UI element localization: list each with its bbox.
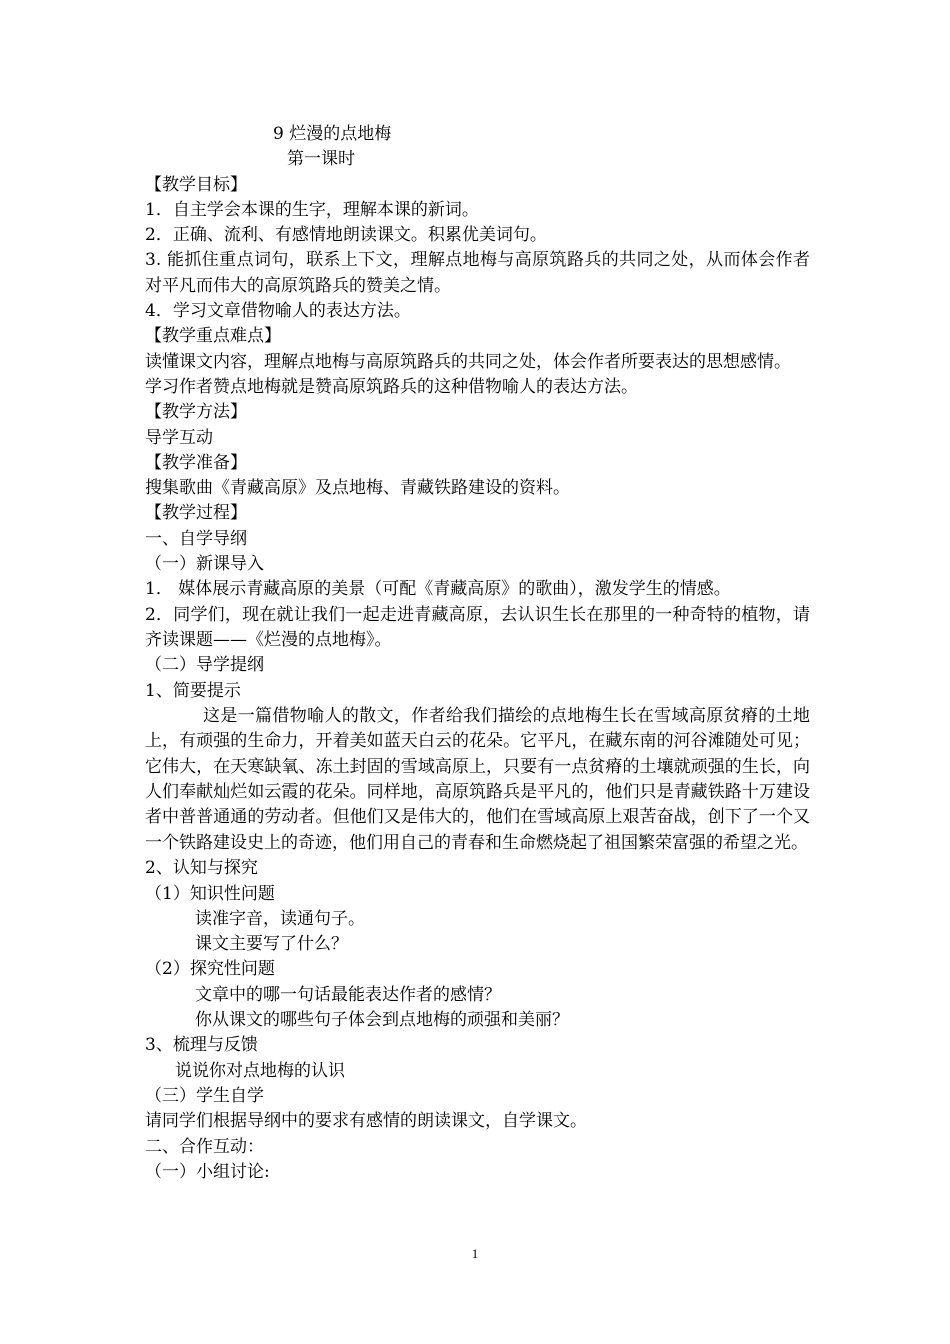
question-item: 你从课文的哪些句子体会到点地梅的顽强和美丽？ <box>195 1010 569 1031</box>
goal-item: 2．正确、流利、有感情地朗读课文。积累优美词句。 <box>145 225 547 246</box>
method-text: 导学互动 <box>145 427 213 448</box>
goal-item: 4．学习文章借物喻人的表达方法。 <box>145 301 411 322</box>
heading-preparation: 【教学准备】 <box>145 452 247 473</box>
section-heading: 二、合作互动： <box>145 1136 264 1157</box>
goal-item: 3. 能抓住重点词句，联系上下文，理解点地梅与高原筑路兵的共同之处，从而体会作者对平凡而伟大的高原筑路兵的赞美之情。 <box>145 250 810 296</box>
goal-item: 1．自主学会本课的生字，理解本课的新词。 <box>145 199 479 220</box>
document-body <box>145 122 810 1185</box>
key-point: 学习作者赞点地梅就是赞高原筑路兵的这种借物喻人的表达方法。 <box>145 376 638 397</box>
question-item: 课文主要写了什么？ <box>195 934 348 955</box>
preparation-text: 搜集歌曲《青藏高原》及点地梅、青藏铁路建设的资料。 <box>145 478 570 499</box>
intro-item: 1． 媒体展示青藏高原的美景（可配《青藏高原》的歌曲），激发学生的情感。 <box>145 579 731 600</box>
subsection-heading: （一）新课导入 <box>145 554 264 575</box>
self-study-text: 请同学们根据导纲中的要求有感情的朗读课文，自学课文。 <box>145 1111 587 1132</box>
intro-item: 2．同学们，现在就让我们一起走进青藏高原，去认识生长在那里的一种奇特的植物，请齐读课题——《烂漫的点地梅》。 <box>145 604 810 650</box>
question-item: 文章中的哪一句话最能表达作者的感情？ <box>195 984 501 1005</box>
review-item: 说说你对点地梅的认识 <box>175 1060 345 1081</box>
lesson-title: 9 烂漫的点地梅 <box>273 124 392 144</box>
subsection-heading: （二）导学提纲 <box>145 655 264 676</box>
summary-paragraph: 这是一篇借物喻人的散文，作者给我们描绘的点地梅生长在雪域高原贫瘠的土地上，有顽强的生命力，开着美如蓝天白云的花朵。它平凡，在藏东南的河谷滩随处可见；它伟大，在天寒缺氧、冻土封固的雪域高原上，只要有一点贫瘠的土壤就顽强的生长，向人们奉献灿烂如云霞的花朵。同样地，高原筑路兵是平凡的，他们只是青藏铁路十万建设者中普普通通的劳动者。但他们又是伟大的，他们在雪域高原上艰苦奋战，创下了一个又一个铁路建设史上的奇迹，他们用自己的青春和生命燃烧起了祖国繁荣富强的希望之光。 <box>145 705 810 853</box>
section-heading: 一、自学导纲 <box>145 528 247 549</box>
lesson-subtitle: 第一课时 <box>287 149 355 170</box>
question-group-heading: （2）探究性问题 <box>145 959 275 980</box>
heading-goals: 【教学目标】 <box>145 174 247 195</box>
question-item: 读准字音，读通句子。 <box>195 908 365 929</box>
heading-key-points: 【教学重点难点】 <box>145 326 281 347</box>
item-heading: 3、梳理与反馈 <box>145 1035 258 1056</box>
item-heading: 1、简要提示 <box>145 680 241 701</box>
subsection-heading: （一）小组讨论: <box>145 1161 270 1182</box>
item-heading: 2、认知与探究 <box>145 858 258 879</box>
heading-method: 【教学方法】 <box>145 402 247 423</box>
heading-process: 【教学过程】 <box>145 503 247 524</box>
subsection-heading: （三）学生自学 <box>145 1085 264 1106</box>
question-group-heading: （1）知识性问题 <box>145 883 275 904</box>
page-number: 1 <box>471 1246 479 1261</box>
key-point: 读懂课文内容，理解点地梅与高原筑路兵的共同之处，体会作者所要表达的思想感情。 <box>145 351 791 372</box>
